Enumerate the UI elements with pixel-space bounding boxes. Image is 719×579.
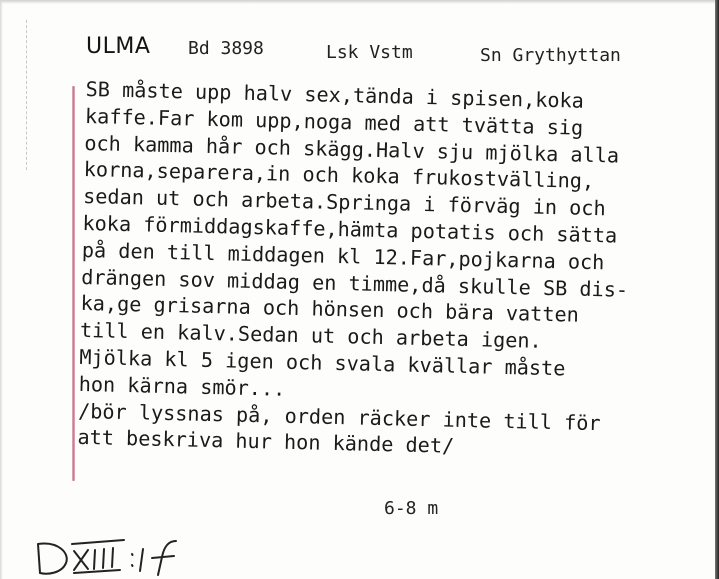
text-line: /bör lyssnas på, orden räcker inte till för	[77, 398, 601, 435]
volume-number: Bd 3898	[188, 38, 264, 59]
text-line: till en kalv.Sedan ut och arbeta igen.	[79, 318, 543, 353]
text-line: sedan ut och arbeta.Springa i förväg in och	[82, 184, 606, 221]
text-line: och kamma hår och skägg.Halv sju mjölka alla	[84, 130, 620, 168]
card-right-edge	[715, 0, 719, 579]
text-line: koka förmiddagskaffe,hämta potatis och sätta	[82, 210, 618, 248]
card-header	[86, 34, 686, 74]
card-body-text	[77, 76, 706, 466]
text-line: ka,ge grisarna och hönsen och bära vatten	[80, 291, 580, 328]
page-reference: 6-8 m	[384, 498, 439, 519]
text-line: på den till middagen kl 12.Far,pojkarna och	[81, 237, 605, 275]
text-line: kaffe.Far kom upp,noga med att tvätta sig	[84, 103, 584, 140]
text-line: Mjölka kl 5 igen och svala kvällar måste	[79, 344, 566, 381]
text-line: att beskriva hur hon kände det/	[77, 425, 455, 459]
district-label: Lsk Vstm	[326, 42, 413, 63]
text-line: drängen sov middag en timme,då skulle SB dis-	[80, 264, 629, 302]
handwritten-signum	[28, 535, 208, 579]
parish-label: Sn Grythyttan	[480, 45, 621, 66]
text-line: SB måste upp halv sex,tända i spisen,koka	[85, 76, 585, 113]
red-margin-line	[72, 86, 75, 481]
archive-word: ULMA	[86, 34, 151, 59]
card-left-edge	[0, 0, 3, 579]
punch-guide-line	[26, 20, 27, 170]
text-line: hon kärna smör...	[78, 371, 286, 401]
text-line: korna,separera,in och koka frukostvälling,	[83, 157, 595, 194]
card-top-edge	[0, 0, 719, 4]
